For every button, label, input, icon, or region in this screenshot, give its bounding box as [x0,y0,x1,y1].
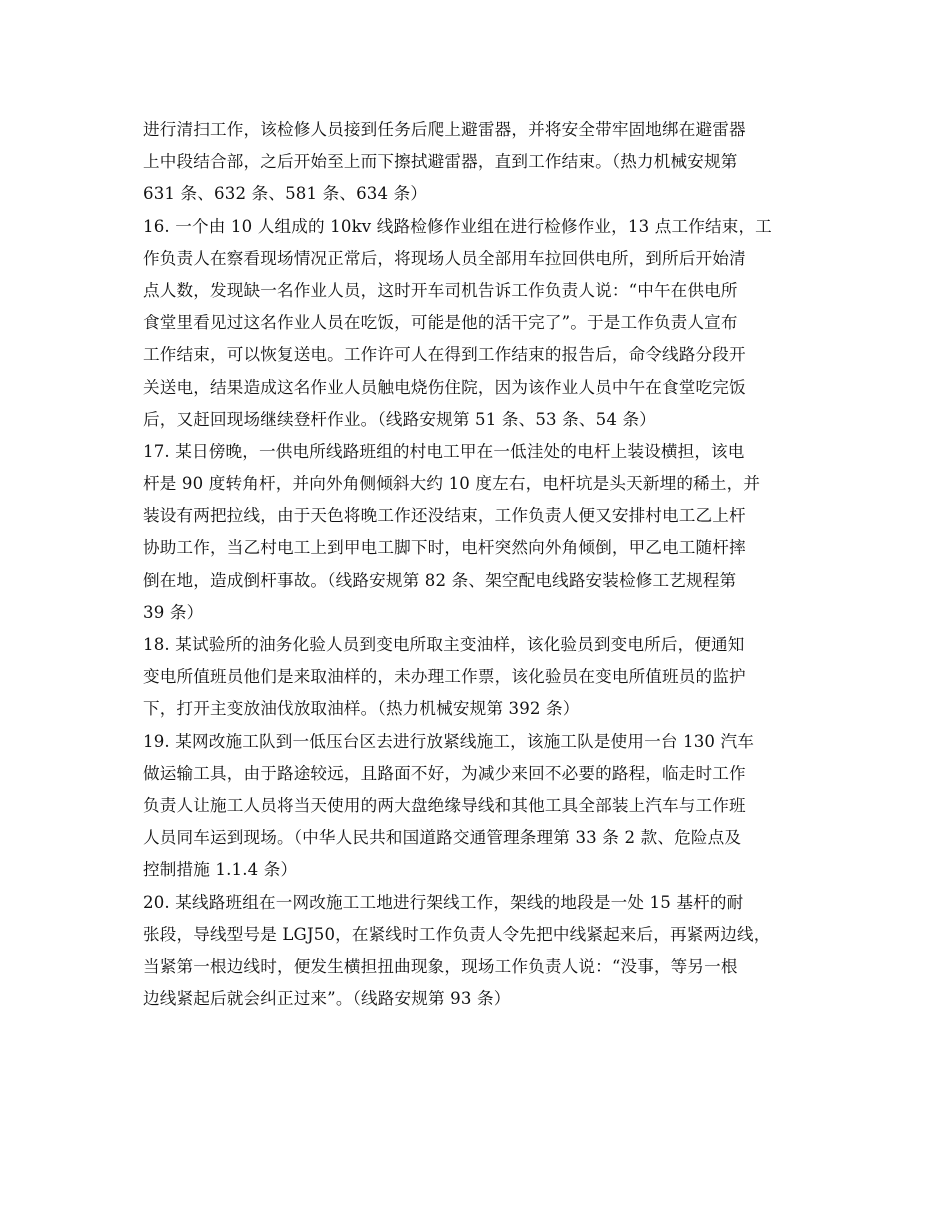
text-line: 杆是 90 度转角杆，并向外角侧倾斜大约 10 度左右，电杆坑是头天新埋的稀土，并 [143,474,761,494]
text-line: 点人数，发现缺一名作业人员，这时开车司机告诉工作负责人说：“中午在供电所 [143,280,738,300]
text-line: 进行清扫工作，该检修人员接到任务后爬上避雷器，并将安全带牢固地绑在避雷器 [143,120,746,139]
text-line: 当紧第一根边线时，便发生横担扭曲现象，现场工作负责人说：“没事，等另一根 [143,956,738,976]
text-line: 食堂里看见过这名作业人员在吃饭，可能是他的活干完了”。于是工作负责人宣布 [143,313,738,333]
text-line: 20. 某线路班组在一网改施工工地进行架线工作，架线的地段是一处 15 基杆的耐 [143,892,744,912]
text-line: 后，又赶回现场继续登杆作业。（线路安规第 51 条、53 条、54 条） [143,409,656,429]
text-line: 631 条、632 条、581 条、634 条） [143,184,428,204]
text-line: 作负责人在察看现场情况正常后，将现场人员全部用车拉回供电所，到所后开始清 [143,248,746,268]
text-line: 关送电，结果造成这名作业人员触电烧伤住院，因为该作业人员中午在食堂吃完饭 [143,377,746,397]
text-line: 控制措施 1.1.4 条） [143,860,298,880]
text-line: 倒在地，造成倒杆事故。（线路安规第 82 条、架空配电线路安装检修工艺规程第 [143,570,737,590]
text-line: 19. 某网改施工队到一低压台区去进行放紧线施工，该施工队是使用一台 130 汽车 [143,731,755,751]
text-line: 工作结束，可以恢复送电。工作许可人在得到工作结束的报告后，命令线路分段开 [143,345,746,365]
text-line: 边线紧起后就会纠正过来”。（线路安规第 93 条） [143,989,511,1009]
text-line: 17. 某日傍晚，一供电所线路班组的村电工甲在一低洼处的电杆上装设横担，该电 [143,441,745,461]
text-line: 张段，导线型号是 LGJ50，在紧线时工作负责人令先把中线紧起来后，再紧两边线， [143,924,771,944]
text-line: 协助工作，当乙村电工上到甲电工脚下时，电杆突然向外角倾倒，甲乙电工随杆摔 [143,538,746,558]
text-line: 16. 一个由 10 人组成的 10kv 线路检修作业组在进行检修作业，13 点工作结束，工 [143,216,772,236]
text-line: 18. 某试验所的油务化验人员到变电所取主变油样，该化验员到变电所后，便通知 [143,635,745,654]
text-line: 人员同车运到现场。（中华人民共和国道路交通管理条理第 33 条 2 款、危险点及 [143,828,742,848]
text-line: 装设有两把拉线，由于天色将晚工作还没结束，工作负责人便又安排村电工乙上杆 [143,506,746,526]
text-line: 39 条） [143,602,204,622]
text-line: 做运输工具，由于路途较远，且路面不好，为减少来回不必要的路程，临走时工作 [143,763,746,783]
text-line: 上中段结合部，之后开始至上而下擦拭避雷器，直到工作结束。（热力机械安规第 [143,152,738,172]
text-line: 负责人让施工人员将当天使用的两大盘绝缘导线和其他工具全部装上汽车与工作班 [143,795,746,815]
text-line: 下，打开主变放油伐放取油样。（热力机械安规第 392 条） [143,699,580,719]
text-line: 变电所值班员他们是来取油样的，未办理工作票，该化验员在变电所值班员的监护 [143,667,746,687]
document-body [143,114,823,1015]
